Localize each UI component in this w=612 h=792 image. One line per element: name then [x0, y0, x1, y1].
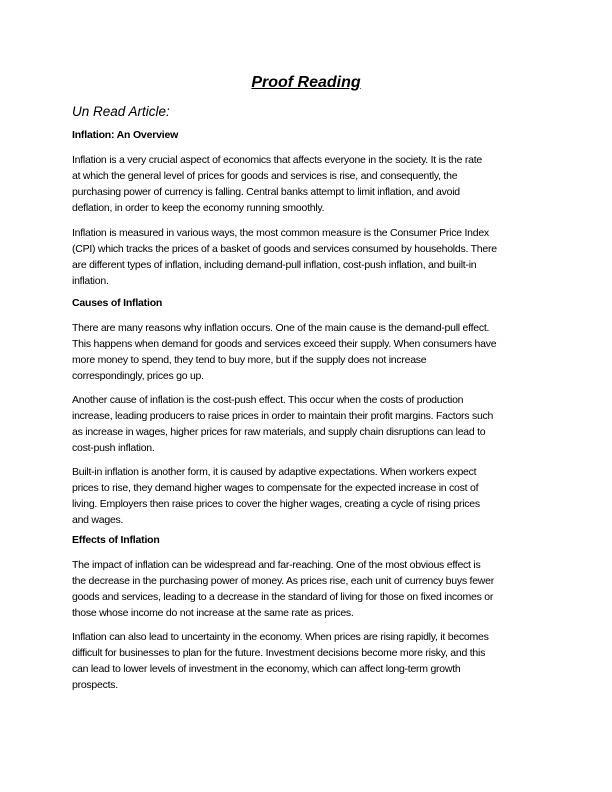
- text-line: prices to rise, they demand higher wages to compensate for the expected increase in cost of: [72, 482, 479, 494]
- paragraph: [72, 392, 542, 456]
- article-subtitle: Un Read Article:: [72, 104, 170, 119]
- text-line: correspondingly, prices go up.: [72, 370, 204, 382]
- text-line: cost-push inflation.: [72, 442, 155, 454]
- paragraph: [72, 320, 542, 384]
- text-line: (CPI) which tracks the prices of a basket of goods and services consumed by households. There: [72, 243, 497, 255]
- section-heading-effects: Effects of Inflation: [72, 534, 160, 546]
- paragraph: [72, 557, 542, 621]
- paragraph: [72, 464, 542, 528]
- text-line: goods and services, leading to a decrease in the standard of living for those on fixed incomes or: [72, 591, 494, 603]
- text-line: inflation.: [72, 275, 109, 287]
- paragraph: [72, 152, 542, 216]
- text-line: those whose income do not increase at the same rate as prices.: [72, 607, 354, 619]
- text-line: difficult for businesses to plan for the future. Investment decisions become more risky, and this: [72, 647, 486, 659]
- paragraph: [72, 629, 542, 693]
- text-line: The impact of inflation can be widespread and far-reaching. One of the most obvious effect is: [72, 559, 481, 571]
- text-line: There are many reasons why inflation occurs. One of the main cause is the demand-pull effect.: [72, 322, 490, 334]
- text-line: are different types of inflation, including demand-pull inflation, cost-push inflation, and built-in: [72, 259, 477, 271]
- text-line: more money to spend, they tend to buy more, but if the supply does not increase: [72, 354, 427, 366]
- text-line: This happens when demand for goods and services exceed their supply. When consumers have: [72, 338, 497, 350]
- text-line: Inflation is measured in various ways, the most common measure is the Consumer Price Index: [72, 227, 489, 239]
- text-line: deflation, in order to keep the economy running smoothly.: [72, 202, 325, 214]
- text-line: purchasing power of currency is falling. Central banks attempt to limit inflation, and avoid: [72, 186, 460, 198]
- text-line: prospects.: [72, 679, 118, 691]
- section-heading-causes: Causes of Inflation: [72, 297, 163, 309]
- page-title: Proof Reading: [251, 74, 361, 91]
- text-line: Inflation can also lead to uncertainty in the economy. When prices are rising rapidly, it becomes: [72, 631, 489, 643]
- section-heading-overview: Inflation: An Overview: [72, 129, 179, 141]
- text-line: living. Employers then raise prices to cover the higher wages, creating a cycle of rising prices: [72, 498, 480, 510]
- text-line: can lead to lower levels of investment in the economy, which can affect long-term growth: [72, 663, 461, 675]
- paragraph: [72, 225, 542, 289]
- text-line: at which the general level of prices for goods and services is rise, and consequently, the: [72, 170, 458, 182]
- text-line: and wages.: [72, 514, 124, 526]
- text-line: Another cause of inflation is the cost-push effect. This occur when the costs of production: [72, 394, 464, 406]
- text-line: increase, leading producers to raise prices in order to maintain their profit margins. Factors such: [72, 410, 494, 422]
- text-line: Inflation is a very crucial aspect of economics that affects everyone in the society. It is the rate: [72, 154, 482, 166]
- text-line: the decrease in the purchasing power of money. As prices rise, each unit of currency buys fewer: [72, 575, 494, 587]
- text-line: Built-in inflation is another form, it is caused by adaptive expectations. When workers expect: [72, 466, 477, 478]
- text-line: as increase in wages, higher prices for raw materials, and supply chain disruptions can lead to: [72, 426, 486, 438]
